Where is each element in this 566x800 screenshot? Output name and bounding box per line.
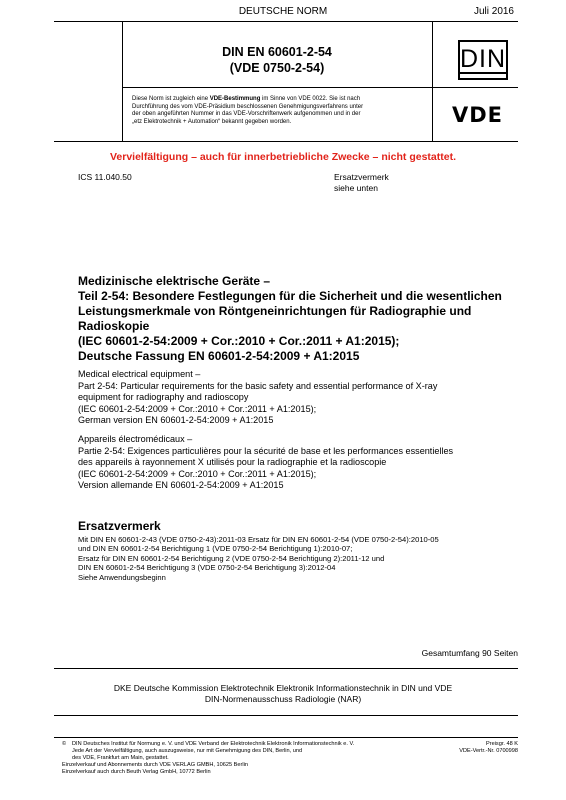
notice-line4: „etz Elektrotechnik + Automation“ bekannt gegeben worden. — [132, 118, 292, 125]
ersatzvermerk-line: und DIN EN 60601-2-54 Berichtigung 1 (VDE 0750-2-54 Berichtigung 1):2010-07; — [78, 544, 353, 554]
ics-code: ICS 11.040.50 — [78, 172, 132, 182]
title-de-line: (IEC 60601-2-54:2009 + Cor.:2010 + Cor.:2011 + A1:2015); — [78, 334, 400, 348]
copyright-symbol: © — [62, 741, 67, 747]
title-english — [78, 369, 437, 427]
notice-line1-rest: im Sinne von VDE 0022. Sie ist nach — [260, 96, 361, 102]
title-de-line: Medizinische elektrische Geräte – — [78, 274, 271, 288]
ersatzvermerk-body — [78, 535, 439, 582]
vde-notice — [132, 96, 432, 126]
committee-line1: DKE Deutsche Kommission Elektrotechnik Elektronik Informationstechnik in DIN und VDE — [113, 683, 453, 693]
header-bottom-rule — [54, 141, 518, 142]
replacement-note — [334, 172, 389, 194]
vde-order-number: VDE-Vertr.-Nr. 0700998 — [459, 748, 518, 754]
copyright-line: des VDE, Frankfurt am Main, gestattet. — [72, 755, 169, 761]
notice-line2: Durchführung des vom VDE-Präsidium beschlossenen Genehmigungsverfahrens unter — [132, 103, 364, 110]
title-fr-line: des appareils à rayonnement X utilisés pour la radiographie et la radioscopie — [78, 457, 387, 468]
reproduction-warning: Vervielfältigung – auch für innerbetriebliche Zwecke – nicht gestattet. — [109, 151, 456, 163]
title-en-line: (IEC 60601-2-54:2009 + Cor.:2010 + Cor.:2011 + A1:2015); — [78, 403, 317, 414]
replacement-note-line2: siehe unten — [334, 183, 378, 193]
vde-number: (VDE 0750-2-54) — [229, 61, 325, 75]
notice-line3: der oben angeführten Nummer in das VDE-Vorschriftenwerk aufgenommen und in der — [132, 111, 361, 118]
title-en-line: equipment for radiography and radioscopy — [78, 392, 249, 403]
committee-bottom-rule — [54, 715, 518, 716]
document-number-block — [122, 44, 432, 76]
title-german — [78, 274, 528, 364]
price-group: Preisgr. 48 K — [485, 741, 518, 747]
title-de-line: Deutsche Fassung EN 60601-2-54:2009 + A1:2015 — [78, 349, 360, 363]
header-title: DEUTSCHE NORM — [238, 6, 328, 17]
ersatzvermerk-heading: Ersatzvermerk — [78, 519, 161, 533]
title-en-line: German version EN 60601-2-54:2009 + A1:2015 — [78, 415, 274, 426]
copyright-line: DIN Deutsches Institut für Normung e. V. und VDE Verband der Elektrotechnik Elektronik Informationstechnik e. V. — [72, 741, 355, 747]
title-french — [78, 434, 453, 492]
title-fr-line: Version allemande EN 60601-2-54:2009 + A1:2015 — [78, 480, 284, 491]
committee-block — [0, 683, 566, 705]
copyright-line: Jede Art der Vervielfältigung, auch auszugsweise, nur mit Genehmigung des DIN, Berlin, und — [72, 748, 303, 754]
din-logo — [458, 40, 508, 80]
din-logo-bar — [460, 72, 506, 74]
header-right-divider — [432, 21, 433, 141]
sales-line-1: Einzelverkauf und Abonnements durch VDE VERLAG GMBH, 10625 Berlin — [62, 762, 248, 768]
top-rule — [54, 21, 518, 22]
ersatzvermerk-line: DIN EN 60601-2-54 Berichtigung 3 (VDE 0750-2-54 Berichtigung 3):2012-04 — [78, 563, 336, 573]
ersatzvermerk-line: Mit DIN EN 60601-2-43 (VDE 0750-2-43):2011-03 Ersatz für DIN EN 60601-2-54 (VDE 0750-2-54):2010-05 — [78, 535, 439, 544]
committee-top-rule — [54, 668, 518, 669]
notice-bold: VDE-Bestimmung — [209, 96, 261, 102]
footer-top-rule — [54, 737, 518, 738]
title-fr-line: (IEC 60601-2-54:2009 + Cor.:2010 + Cor.:2011 + A1:2015); — [78, 468, 317, 479]
header-date: Juli 2016 — [473, 6, 514, 17]
sales-line-2: Einzelverkauf auch durch Beuth Verlag GmbH, 10772 Berlin — [62, 769, 211, 775]
vde-logo: VDE — [452, 103, 504, 127]
total-pages: Gesamtumfang 90 Seiten — [421, 648, 518, 658]
title-de-line: Radioskopie — [78, 319, 150, 333]
ersatzvermerk-line: Siehe Anwendungsbeginn — [78, 572, 166, 582]
header-left-divider — [122, 21, 123, 141]
title-de-line: Leistungsmerkmale von Röntgeneinrichtungen für Radiographie und — [78, 304, 472, 318]
title-de-line: Teil 2-54: Besondere Festlegungen für die Sicherheit und die wesentlichen — [78, 289, 502, 303]
replacement-note-line1: Ersatzvermerk — [334, 172, 389, 182]
committee-line2: DIN-Normenausschuss Radiologie (NAR) — [204, 694, 362, 704]
ersatzvermerk-line: Ersatz für DIN EN 60601-2-54 Berichtigung 2 (VDE 0750-2-54 Berichtigung 2):2011-12 und — [78, 553, 385, 563]
doc-number-rule — [122, 87, 518, 88]
din-logo-text: DIN — [460, 45, 507, 73]
footer-copyright — [62, 741, 354, 776]
title-fr-line: Partie 2-54: Exigences particulières pour la sécurité de base et les performances essentielles — [78, 445, 454, 456]
title-fr-line: Appareils électromédicaux – — [78, 434, 193, 444]
notice-prefix: Diese Norm ist zugleich eine — [132, 96, 210, 102]
title-en-line: Part 2-54: Particular requirements for the basic safety and essential performance of X-ray — [78, 380, 438, 391]
document-number: DIN EN 60601-2-54 — [222, 45, 332, 59]
footer-pricing — [459, 741, 518, 755]
title-en-line: Medical electrical equipment – — [78, 369, 201, 379]
